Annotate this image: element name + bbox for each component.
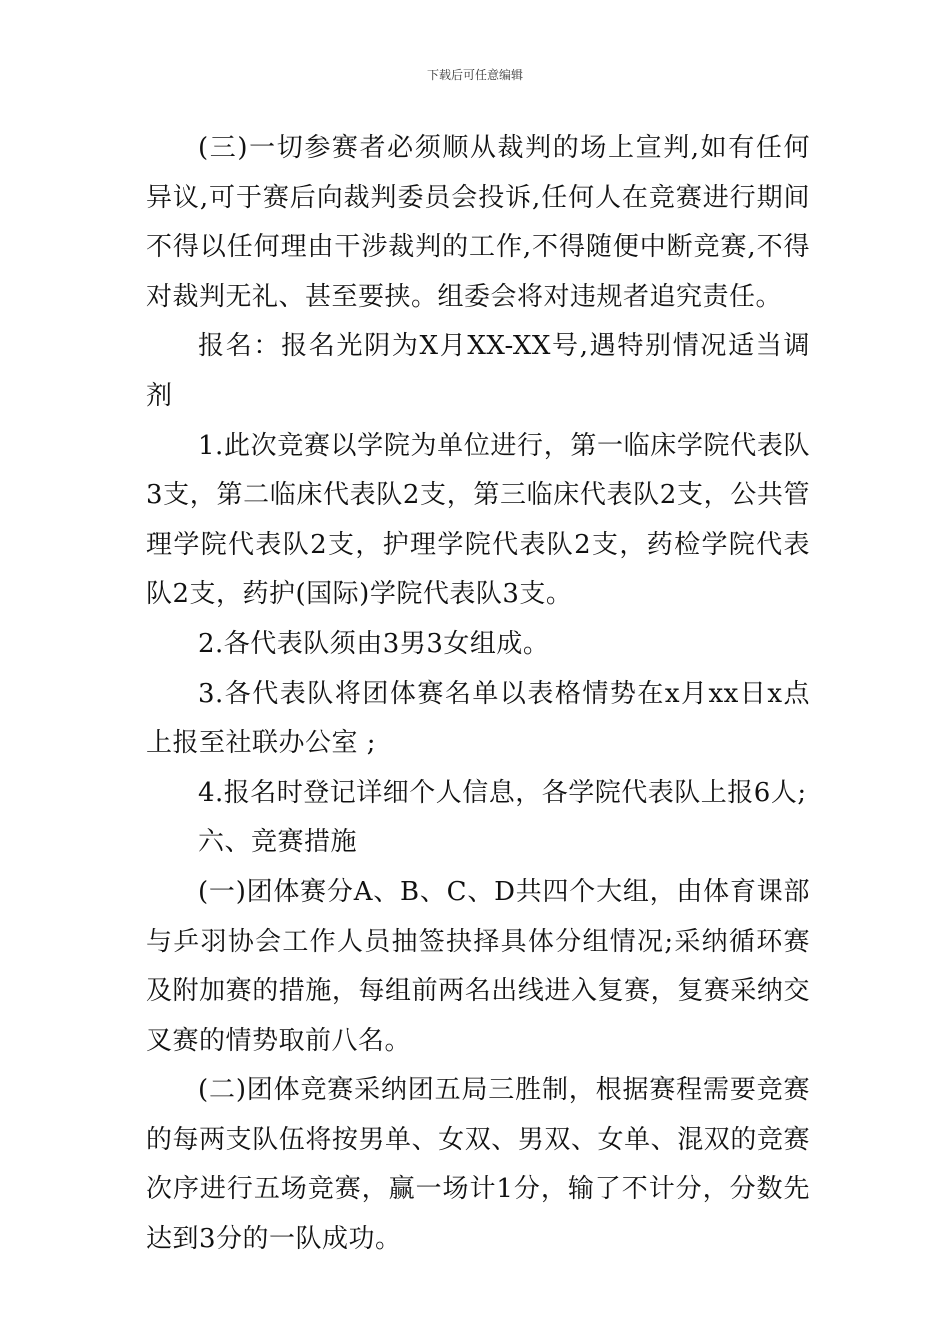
paragraph-registration-time: 报名：报名光阴为X月XX-XX号,遇特别情况适当调剂	[146, 331, 810, 411]
document-body	[146, 124, 810, 1265]
paragraph-team-composition: 2.各代表队须由3男3女组成。	[198, 628, 550, 659]
section-heading-competition-methods: 六、竞赛措施	[198, 827, 358, 858]
paragraph-team-match-format: (二)团体竞赛采纳团五局三胜制，根据赛程需要竞赛的每两支队伍将按男单、女双、男双、女单、混双的竞赛次序进行五场竞赛，赢一场计1分，输了不计分，分数先达到3分的一队成功。	[146, 1075, 810, 1255]
paragraph-referee-rules: (三)一切参赛者必须顺从裁判的场上宣判,如有任何异议,可于赛后向裁判委员会投诉,任何人在竞赛进行期间不得以任何理由干涉裁判的工作,不得随便中断竞赛,不得对裁判无礼、甚至要挟。组委会将对违规者追究责任。	[146, 133, 810, 312]
paragraph-group-stage: (一)团体赛分A、B、C、D共四个大组，由体育课部与乒羽协会工作人员抽签抉择具体分组情况;采纳循环赛及附加赛的措施，每组前两名出线进入复赛，复赛采纳交叉赛的情势取前八名。	[146, 876, 810, 1056]
paragraph-personal-info: 4.报名时登记详细个人信息，各学院代表队上报6人;	[198, 777, 807, 808]
paragraph-team-quota: 1.此次竞赛以学院为单位进行，第一临床学院代表队3支，第二临床代表队2支，第三临床代表队2支，公共管理学院代表队2支，护理学院代表队2支，药检学院代表队2支，药护(国际)学院代表队3支。	[146, 430, 810, 610]
paragraph-roster-submission: 3.各代表队将团体赛名单以表格情势在x月xx日x点上报至社联办公室 ;	[146, 678, 810, 759]
page-header-note: 下载后可任意编辑	[426, 68, 523, 82]
